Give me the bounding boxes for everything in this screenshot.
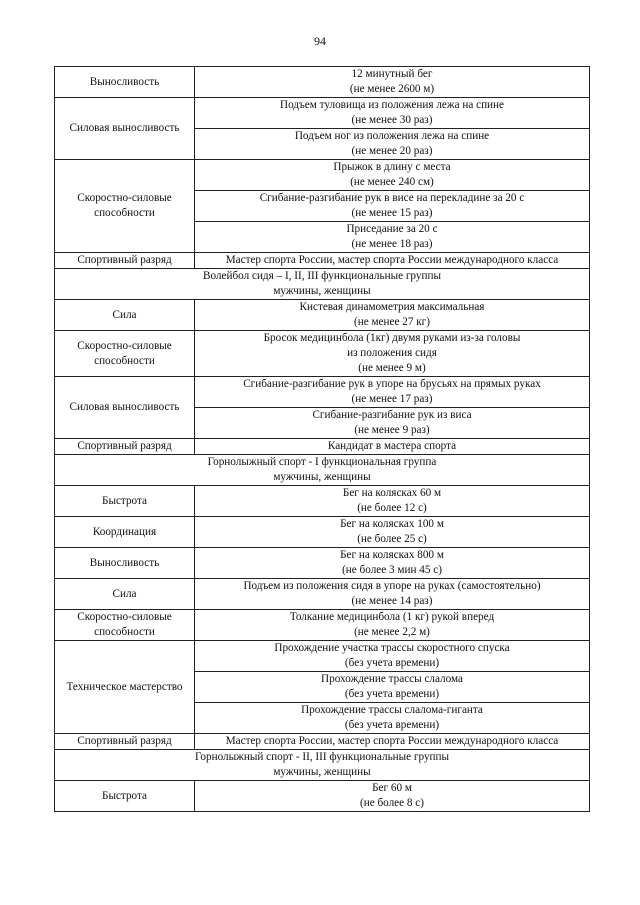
standards-table xyxy=(54,66,590,812)
quality-cell: Скоростно-силовые способности xyxy=(55,331,195,377)
section-header-line: мужчины, женщины xyxy=(273,285,371,297)
quality-cell: Скоростно-силовые способности xyxy=(55,160,195,253)
test-cell xyxy=(195,222,590,253)
section-header-row xyxy=(55,269,590,300)
test-line: Прыжок в длину с места xyxy=(333,161,451,173)
table-row xyxy=(55,300,590,331)
table-row xyxy=(55,98,590,129)
test-cell xyxy=(195,672,590,703)
table-row xyxy=(55,517,590,548)
test-line: (не менее 2600 м) xyxy=(349,83,435,95)
test-line: (не более 12 с) xyxy=(357,502,427,514)
test-line: Подъем из положения сидя в упоре на руках (самостоятельно) xyxy=(243,580,541,592)
test-line: (не менее 20 раз) xyxy=(351,145,433,157)
table-row xyxy=(55,548,590,579)
quality-cell: Выносливость xyxy=(55,67,195,98)
test-cell xyxy=(195,517,590,548)
test-cell xyxy=(195,641,590,672)
test-cell xyxy=(195,548,590,579)
section-header-line: Горнолыжный спорт - II, III функциональные группы xyxy=(194,751,450,763)
test-cell xyxy=(195,331,590,377)
test-cell xyxy=(195,191,590,222)
test-line: (не более 25 с) xyxy=(357,533,427,545)
test-line: Бросок медицинбола (1кг) двумя руками из-за головы xyxy=(263,332,521,344)
quality-cell: Быстрота xyxy=(55,486,195,517)
test-line: (не менее 30 раз) xyxy=(351,114,433,126)
test-line: Бег 60 м xyxy=(372,782,412,794)
section-header-row xyxy=(55,455,590,486)
test-line: Прохождение трассы слалома-гиганта xyxy=(301,704,483,716)
test-cell xyxy=(195,579,590,610)
quality-cell: Выносливость xyxy=(55,548,195,579)
test-line: Кандидат в мастера спорта xyxy=(327,440,457,452)
section-header xyxy=(55,455,590,486)
test-cell xyxy=(195,486,590,517)
test-line: Подъем ног из положения лежа на спине xyxy=(294,130,490,142)
test-cell xyxy=(195,734,590,750)
test-line: Бег на колясках 100 м xyxy=(340,518,444,530)
test-line: Сгибание-разгибание рук в упоре на брусьях на прямых руках xyxy=(243,378,541,390)
test-line: (не менее 17 раз) xyxy=(351,393,433,405)
test-line: (не менее 27 кг) xyxy=(354,316,430,328)
test-cell xyxy=(195,408,590,439)
test-line: Приседание за 20 с xyxy=(346,223,438,235)
test-cell xyxy=(195,781,590,812)
test-cell xyxy=(195,253,590,269)
test-cell xyxy=(195,67,590,98)
section-header-line: мужчины, женщины xyxy=(273,471,371,483)
test-cell xyxy=(195,160,590,191)
test-line: Мастер спорта России, мастер спорта России международного класса xyxy=(225,254,559,266)
test-line: (без учета времени) xyxy=(344,719,440,731)
test-line: Мастер спорта России, мастер спорта России международного класса xyxy=(225,735,559,747)
table-row xyxy=(55,377,590,408)
table-row xyxy=(55,781,590,812)
test-cell xyxy=(195,377,590,408)
quality-cell: Координация xyxy=(55,517,195,548)
table-row xyxy=(55,331,590,377)
section-header-line: мужчины, женщины xyxy=(273,766,371,778)
standards-table-body xyxy=(55,67,590,812)
test-line: Сгибание-разгибание рук в висе на перекладине за 20 с xyxy=(259,192,525,204)
table-row xyxy=(55,253,590,269)
section-header xyxy=(55,269,590,300)
test-cell xyxy=(195,300,590,331)
section-header-line: Волейбол сидя – I, II, III функциональные группы xyxy=(203,270,441,282)
table-row xyxy=(55,486,590,517)
test-line: Прохождение участка трассы скоростного спуска xyxy=(274,642,510,654)
quality-cell: Силовая выносливость xyxy=(55,98,195,160)
table-row xyxy=(55,439,590,455)
test-line: (без учета времени) xyxy=(344,688,440,700)
quality-cell: Спортивный разряд xyxy=(55,253,195,269)
test-cell xyxy=(195,703,590,734)
test-cell xyxy=(195,439,590,455)
test-cell xyxy=(195,610,590,641)
table-row xyxy=(55,610,590,641)
test-line: (не менее 18 раз) xyxy=(351,238,433,250)
quality-cell: Сила xyxy=(55,300,195,331)
test-line: из положения сидя xyxy=(347,347,437,359)
test-line: 12 минутный бег xyxy=(351,68,433,80)
test-line: (не более 8 с) xyxy=(359,797,424,809)
test-line: Подъем туловища из положения лежа на спине xyxy=(279,99,505,111)
page-number: 94 xyxy=(314,34,326,48)
table-row xyxy=(55,160,590,191)
test-line: (не менее 15 раз) xyxy=(351,207,433,219)
table-row xyxy=(55,579,590,610)
test-line: (не менее 14 раз) xyxy=(351,595,433,607)
test-line: Толкание медицинбола (1 кг) рукой вперед xyxy=(289,611,495,623)
test-line: Сгибание-разгибание рук из виса xyxy=(312,409,472,421)
test-line: (не менее 9 раз) xyxy=(354,424,430,436)
table-row xyxy=(55,67,590,98)
test-line: Бег на колясках 800 м xyxy=(340,549,444,561)
quality-cell: Быстрота xyxy=(55,781,195,812)
test-line: (не более 3 мин 45 с) xyxy=(342,564,442,576)
section-header-row xyxy=(55,750,590,781)
table-row xyxy=(55,734,590,750)
test-line: Кистевая динамометрия максимальная xyxy=(299,301,485,313)
test-line: Прохождение трассы слалома xyxy=(321,673,463,685)
section-header-line: Горнолыжный спорт - I функциональная группа xyxy=(207,456,437,468)
quality-cell: Силовая выносливость xyxy=(55,377,195,439)
quality-cell: Сила xyxy=(55,579,195,610)
section-header xyxy=(55,750,590,781)
test-line: (не менее 9 м) xyxy=(358,362,426,374)
quality-cell: Скоростно-силовые способности xyxy=(55,610,195,641)
test-line: (без учета времени) xyxy=(344,657,440,669)
test-cell xyxy=(195,129,590,160)
quality-cell: Спортивный разряд xyxy=(55,734,195,750)
quality-cell: Спортивный разряд xyxy=(55,439,195,455)
quality-cell: Техническое мастерство xyxy=(55,641,195,734)
table-row xyxy=(55,641,590,672)
test-line: (не менее 240 см) xyxy=(350,176,434,188)
test-cell xyxy=(195,98,590,129)
test-line: Бег на колясках 60 м xyxy=(342,487,442,499)
test-line: (не менее 2,2 м) xyxy=(354,626,430,638)
